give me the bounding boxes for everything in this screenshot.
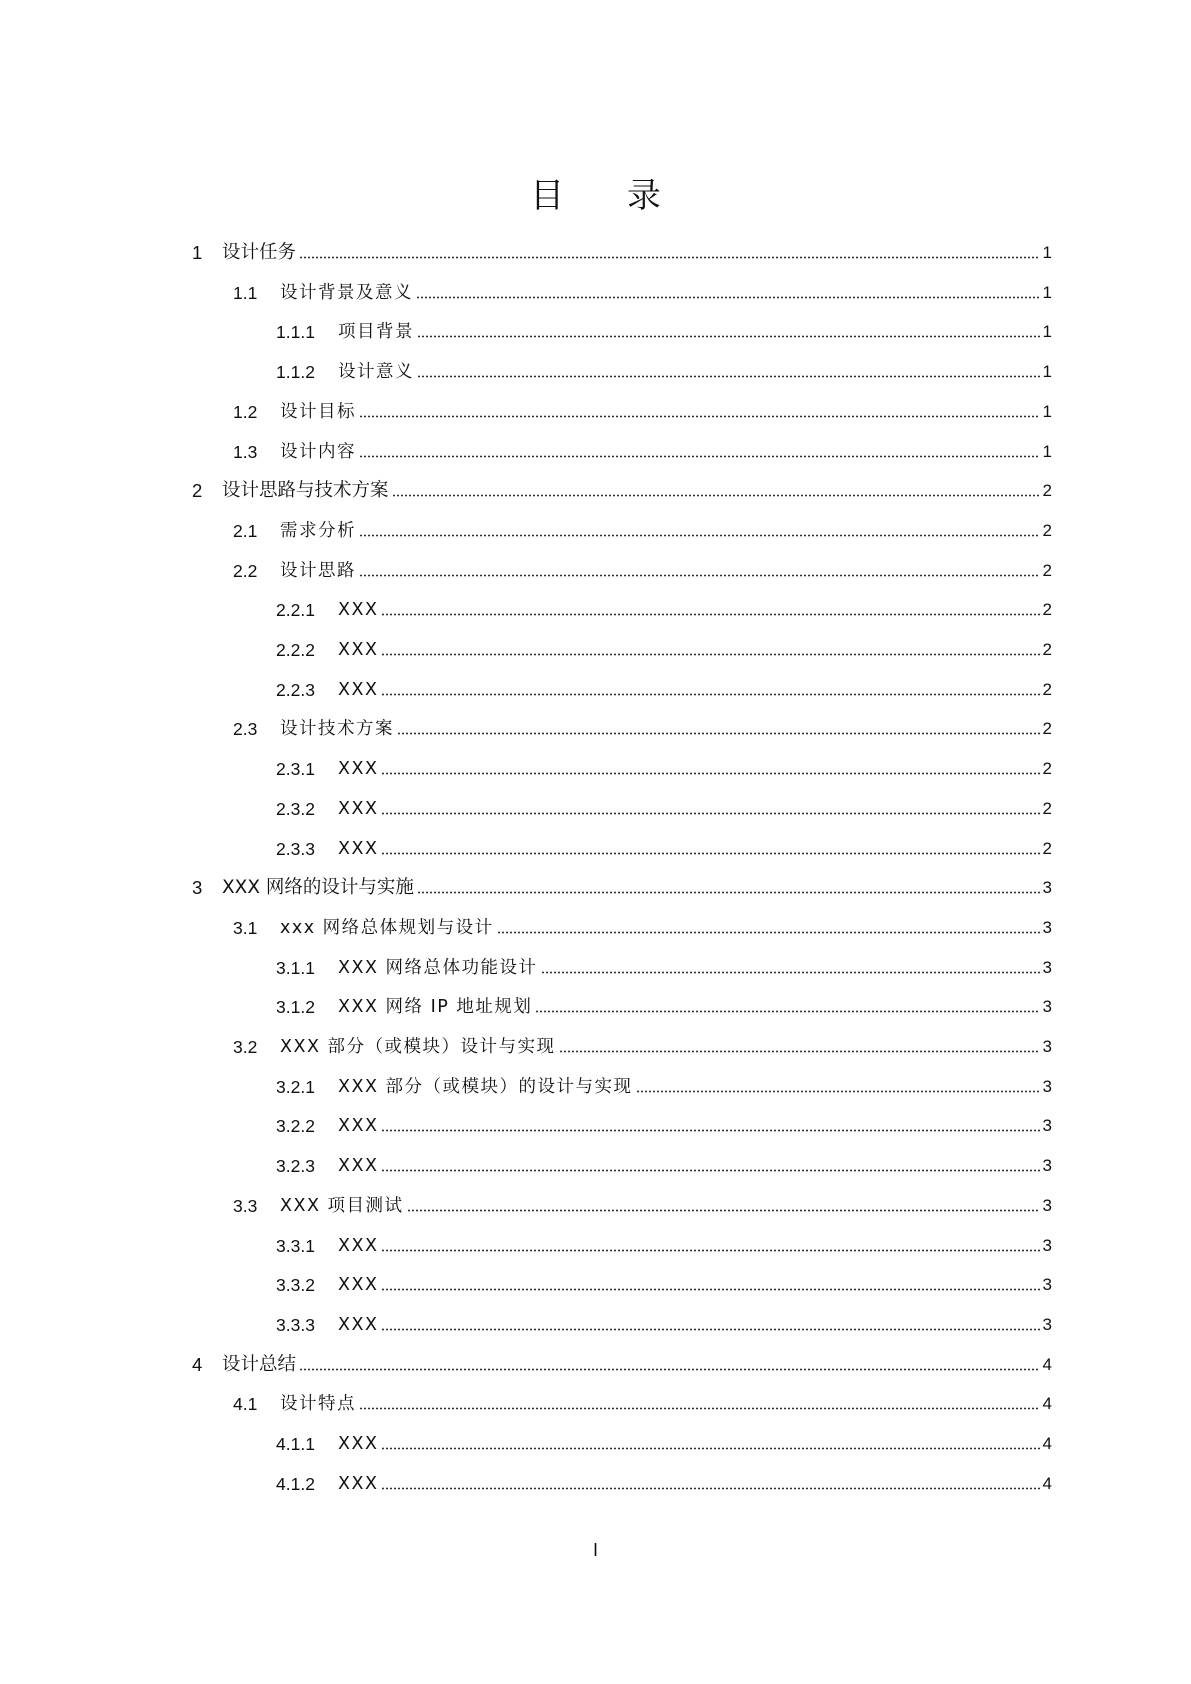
toc-dot-leader	[359, 415, 1040, 418]
toc-entry-number: 2.3.2	[276, 798, 315, 819]
toc-entry-title: 设计目标	[280, 401, 356, 422]
toc-entry-page: 3	[1042, 878, 1052, 898]
toc-entry[interactable]	[276, 833, 1052, 861]
toc-dot-leader	[417, 375, 1040, 378]
toc-entry-page: 1	[1042, 322, 1052, 342]
toc-entry-number: 3.1	[233, 917, 258, 938]
toc-entry[interactable]	[276, 316, 1052, 344]
toc-entry-number: 1.1	[233, 282, 258, 303]
toc-entry-page: 4	[1042, 1473, 1052, 1493]
toc-entry[interactable]	[276, 1428, 1052, 1456]
toc-entry-page: 2	[1042, 679, 1052, 699]
toc-entry-number: 3	[192, 877, 203, 899]
toc-entry[interactable]	[233, 1190, 1052, 1218]
toc-entry[interactable]	[233, 396, 1052, 424]
toc-entry-number: 3.3	[233, 1195, 258, 1216]
toc-entry-page: 1	[1042, 243, 1052, 262]
toc-entry-page: 3	[1042, 997, 1052, 1017]
toc-entry-page: 2	[1042, 560, 1052, 580]
page-title: 目 录	[530, 176, 687, 216]
toc-entry-page: 1	[1042, 282, 1052, 302]
toc-entry-title: XXX	[338, 1235, 379, 1256]
toc-entry-number: 2.1	[233, 520, 258, 541]
toc-entry-page: 2	[1042, 798, 1052, 818]
toc-dot-leader	[381, 693, 1039, 696]
toc-entry-title: XXX	[338, 640, 379, 660]
toc-entry-page: 3	[1042, 1275, 1052, 1295]
toc-entry[interactable]	[276, 356, 1052, 384]
toc-dot-leader	[535, 1010, 1039, 1013]
toc-entry-number: 2.3.1	[276, 759, 315, 780]
toc-entry[interactable]	[276, 634, 1052, 662]
toc-entry-title: 设计思路与技术方案	[222, 480, 389, 502]
toc-entry-number: 3.1.1	[276, 957, 315, 978]
toc-entry-title: 设计技术方案	[280, 719, 394, 740]
toc-entry-title: XXX	[338, 1473, 379, 1494]
toc-dot-leader	[381, 613, 1039, 616]
toc-entry[interactable]	[276, 793, 1052, 821]
toc-entry[interactable]	[233, 515, 1052, 543]
toc-dot-leader	[559, 1050, 1040, 1053]
toc-entry-page: 3	[1042, 1156, 1052, 1176]
toc-entry[interactable]	[276, 1071, 1052, 1099]
toc-entry-number: 3.1.2	[276, 997, 315, 1018]
toc-entry[interactable]	[276, 952, 1052, 980]
toc-entry-title: XXX 部分（或模块）的设计与实现	[338, 1076, 633, 1097]
toc-entry[interactable]	[276, 1150, 1052, 1178]
toc-entry[interactable]	[233, 436, 1052, 464]
toc-entry-title: 设计背景及意义	[280, 282, 413, 303]
toc-dot-leader	[381, 1288, 1039, 1291]
toc-entry-title: 需求分析	[280, 520, 356, 541]
toc-dot-leader	[381, 852, 1039, 855]
toc-dot-leader	[381, 772, 1039, 775]
toc-entry-number: 2.2.2	[276, 640, 315, 660]
toc-entry[interactable]	[276, 1269, 1052, 1297]
toc-entry-page: 2	[1042, 481, 1052, 501]
toc-entry[interactable]	[276, 594, 1052, 622]
toc-entry-page: 3	[1042, 1037, 1052, 1056]
toc-entry-number: 3.3.2	[276, 1275, 315, 1296]
toc-dot-leader	[416, 296, 1040, 299]
toc-dot-leader	[359, 455, 1040, 458]
toc-dot-leader	[636, 1090, 1040, 1093]
toc-dot-leader	[397, 732, 1040, 735]
toc-entry[interactable]	[276, 1110, 1052, 1138]
toc-entry-page: 1	[1042, 441, 1052, 461]
toc-entry-page: 3	[1042, 1314, 1052, 1334]
toc-dot-leader	[381, 1328, 1039, 1331]
toc-entry-page: 2	[1042, 600, 1052, 620]
toc-entry-number: 2.2.1	[276, 600, 315, 621]
toc-entry-title: XXX	[338, 679, 379, 700]
toc-entry-number: 3.3.1	[276, 1235, 315, 1256]
toc-entry[interactable]	[276, 753, 1052, 781]
toc-entry-title: XXX	[338, 600, 379, 621]
toc-entry-number: 4	[192, 1353, 203, 1375]
toc-entry-page: 4	[1042, 1394, 1052, 1414]
toc-entry-page: 2	[1042, 640, 1052, 659]
toc-entry-number: 2.2	[233, 560, 258, 581]
toc-dot-leader	[299, 1368, 1040, 1371]
toc-entry-page: 4	[1042, 1434, 1052, 1453]
toc-entry-number: 3.3.3	[276, 1314, 315, 1335]
toc-entry-title: 设计意义	[338, 362, 414, 383]
toc-entry[interactable]	[276, 1468, 1052, 1496]
toc-entry[interactable]	[233, 277, 1052, 305]
toc-entry[interactable]	[276, 991, 1052, 1019]
toc-entry[interactable]	[233, 912, 1052, 940]
toc-entry[interactable]	[233, 555, 1052, 583]
toc-dot-leader	[381, 812, 1039, 815]
toc-entry-number: 1.1.1	[276, 322, 315, 343]
toc-entry-title: XXX 网络总体功能设计	[338, 957, 538, 978]
toc-dot-leader	[359, 1407, 1040, 1410]
toc-entry[interactable]	[276, 1230, 1052, 1258]
toc-entry-title: XXX	[338, 798, 379, 819]
toc-entry-title: XXX 网络 IP 地址规划	[338, 997, 533, 1018]
toc-entry[interactable]	[233, 713, 1052, 741]
toc-entry[interactable]	[276, 1309, 1052, 1337]
toc-entry-title: XXX	[338, 1116, 379, 1137]
toc-entry-number: 3.2.2	[276, 1116, 315, 1137]
toc-entry-title: XXX	[338, 1434, 379, 1454]
toc-entry-page: 3	[1042, 1116, 1052, 1136]
toc-entry-number: 1.2	[233, 401, 258, 422]
toc-entry[interactable]	[276, 674, 1052, 702]
toc-entry-number: 2.3	[233, 719, 258, 740]
toc-entry-page: 4	[1042, 1354, 1052, 1374]
toc-entry-number: 4.1.2	[276, 1473, 315, 1494]
toc-entry-number: 3.2.1	[276, 1076, 315, 1097]
toc-entry-page: 3	[1042, 957, 1052, 977]
toc-entry[interactable]	[233, 1388, 1052, 1416]
toc-entry[interactable]	[233, 1031, 1052, 1059]
toc-entry-page: 2	[1042, 719, 1052, 739]
toc-entry[interactable]	[192, 1349, 1052, 1377]
toc-entry-title: 设计总结	[222, 1353, 297, 1375]
toc-entry-page: 1	[1042, 401, 1052, 421]
toc-entry-title: 项目背景	[338, 322, 414, 343]
toc-entry-page: 3	[1042, 1235, 1052, 1255]
page-number-footer: I	[592, 1540, 598, 1560]
toc-entry-title: XXX 项目测试	[280, 1195, 404, 1216]
toc-entry-number: 2	[192, 480, 203, 502]
toc-dot-leader	[381, 1249, 1039, 1252]
toc-entry-title: XXX	[338, 838, 379, 859]
toc-entry-page: 1	[1042, 362, 1052, 382]
toc-entry-title: XXX 部分（或模块）设计与实现	[280, 1037, 556, 1057]
toc-entry-title: 设计特点	[280, 1394, 356, 1415]
toc-dot-leader	[417, 335, 1040, 338]
toc-dot-leader	[381, 653, 1039, 656]
toc-entry[interactable]	[192, 237, 1052, 265]
toc-entry-number: 2.3.3	[276, 838, 315, 859]
toc-dot-leader	[407, 1209, 1040, 1212]
toc-dot-leader	[381, 1447, 1039, 1450]
toc-entry-title: XXX	[338, 759, 379, 780]
toc-entry-number: 1	[192, 242, 203, 263]
toc-dot-leader	[417, 891, 1040, 894]
toc-dot-leader	[381, 1129, 1039, 1132]
toc-entry-number: 2.2.3	[276, 679, 315, 700]
toc-entry-page: 2	[1042, 520, 1052, 540]
toc-entry-title: XXX 网络的设计与实施	[222, 877, 414, 899]
toc-entry-number: 4.1.1	[276, 1434, 315, 1454]
toc-entry-page: 2	[1042, 838, 1052, 858]
toc-dot-leader	[359, 574, 1040, 577]
toc-entry-page: 3	[1042, 1076, 1052, 1096]
toc-entry-title: XXX	[338, 1156, 379, 1177]
toc-entry-title: XXX	[338, 1314, 379, 1335]
toc-dot-leader	[359, 534, 1040, 537]
toc-entry[interactable]	[192, 475, 1052, 503]
toc-entry-page: 3	[1042, 1195, 1052, 1215]
toc-dot-leader	[381, 1487, 1039, 1490]
toc-entry-title: xxx 网络总体规划与设计	[280, 917, 494, 938]
toc-entry-page: 2	[1042, 759, 1052, 779]
toc-entry-number: 1.1.2	[276, 362, 315, 383]
toc-entry-number: 1.3	[233, 441, 258, 462]
toc-entry-title: 设计任务	[222, 242, 297, 263]
toc-dot-leader	[541, 971, 1040, 974]
toc-entry-title: 设计内容	[280, 441, 356, 462]
toc-dot-leader	[392, 494, 1040, 497]
toc-entry[interactable]	[192, 872, 1052, 900]
toc-entry-number: 3.2	[233, 1037, 258, 1057]
toc-entry-number: 3.2.3	[276, 1156, 315, 1177]
toc-entry-number: 4.1	[233, 1394, 258, 1415]
toc-dot-leader	[381, 1169, 1039, 1172]
toc-entry-title: XXX	[338, 1275, 379, 1296]
toc-dot-leader	[497, 931, 1040, 934]
toc-entry-page: 3	[1042, 917, 1052, 937]
toc-dot-leader	[299, 256, 1040, 259]
toc-entry-title: 设计思路	[280, 560, 356, 581]
